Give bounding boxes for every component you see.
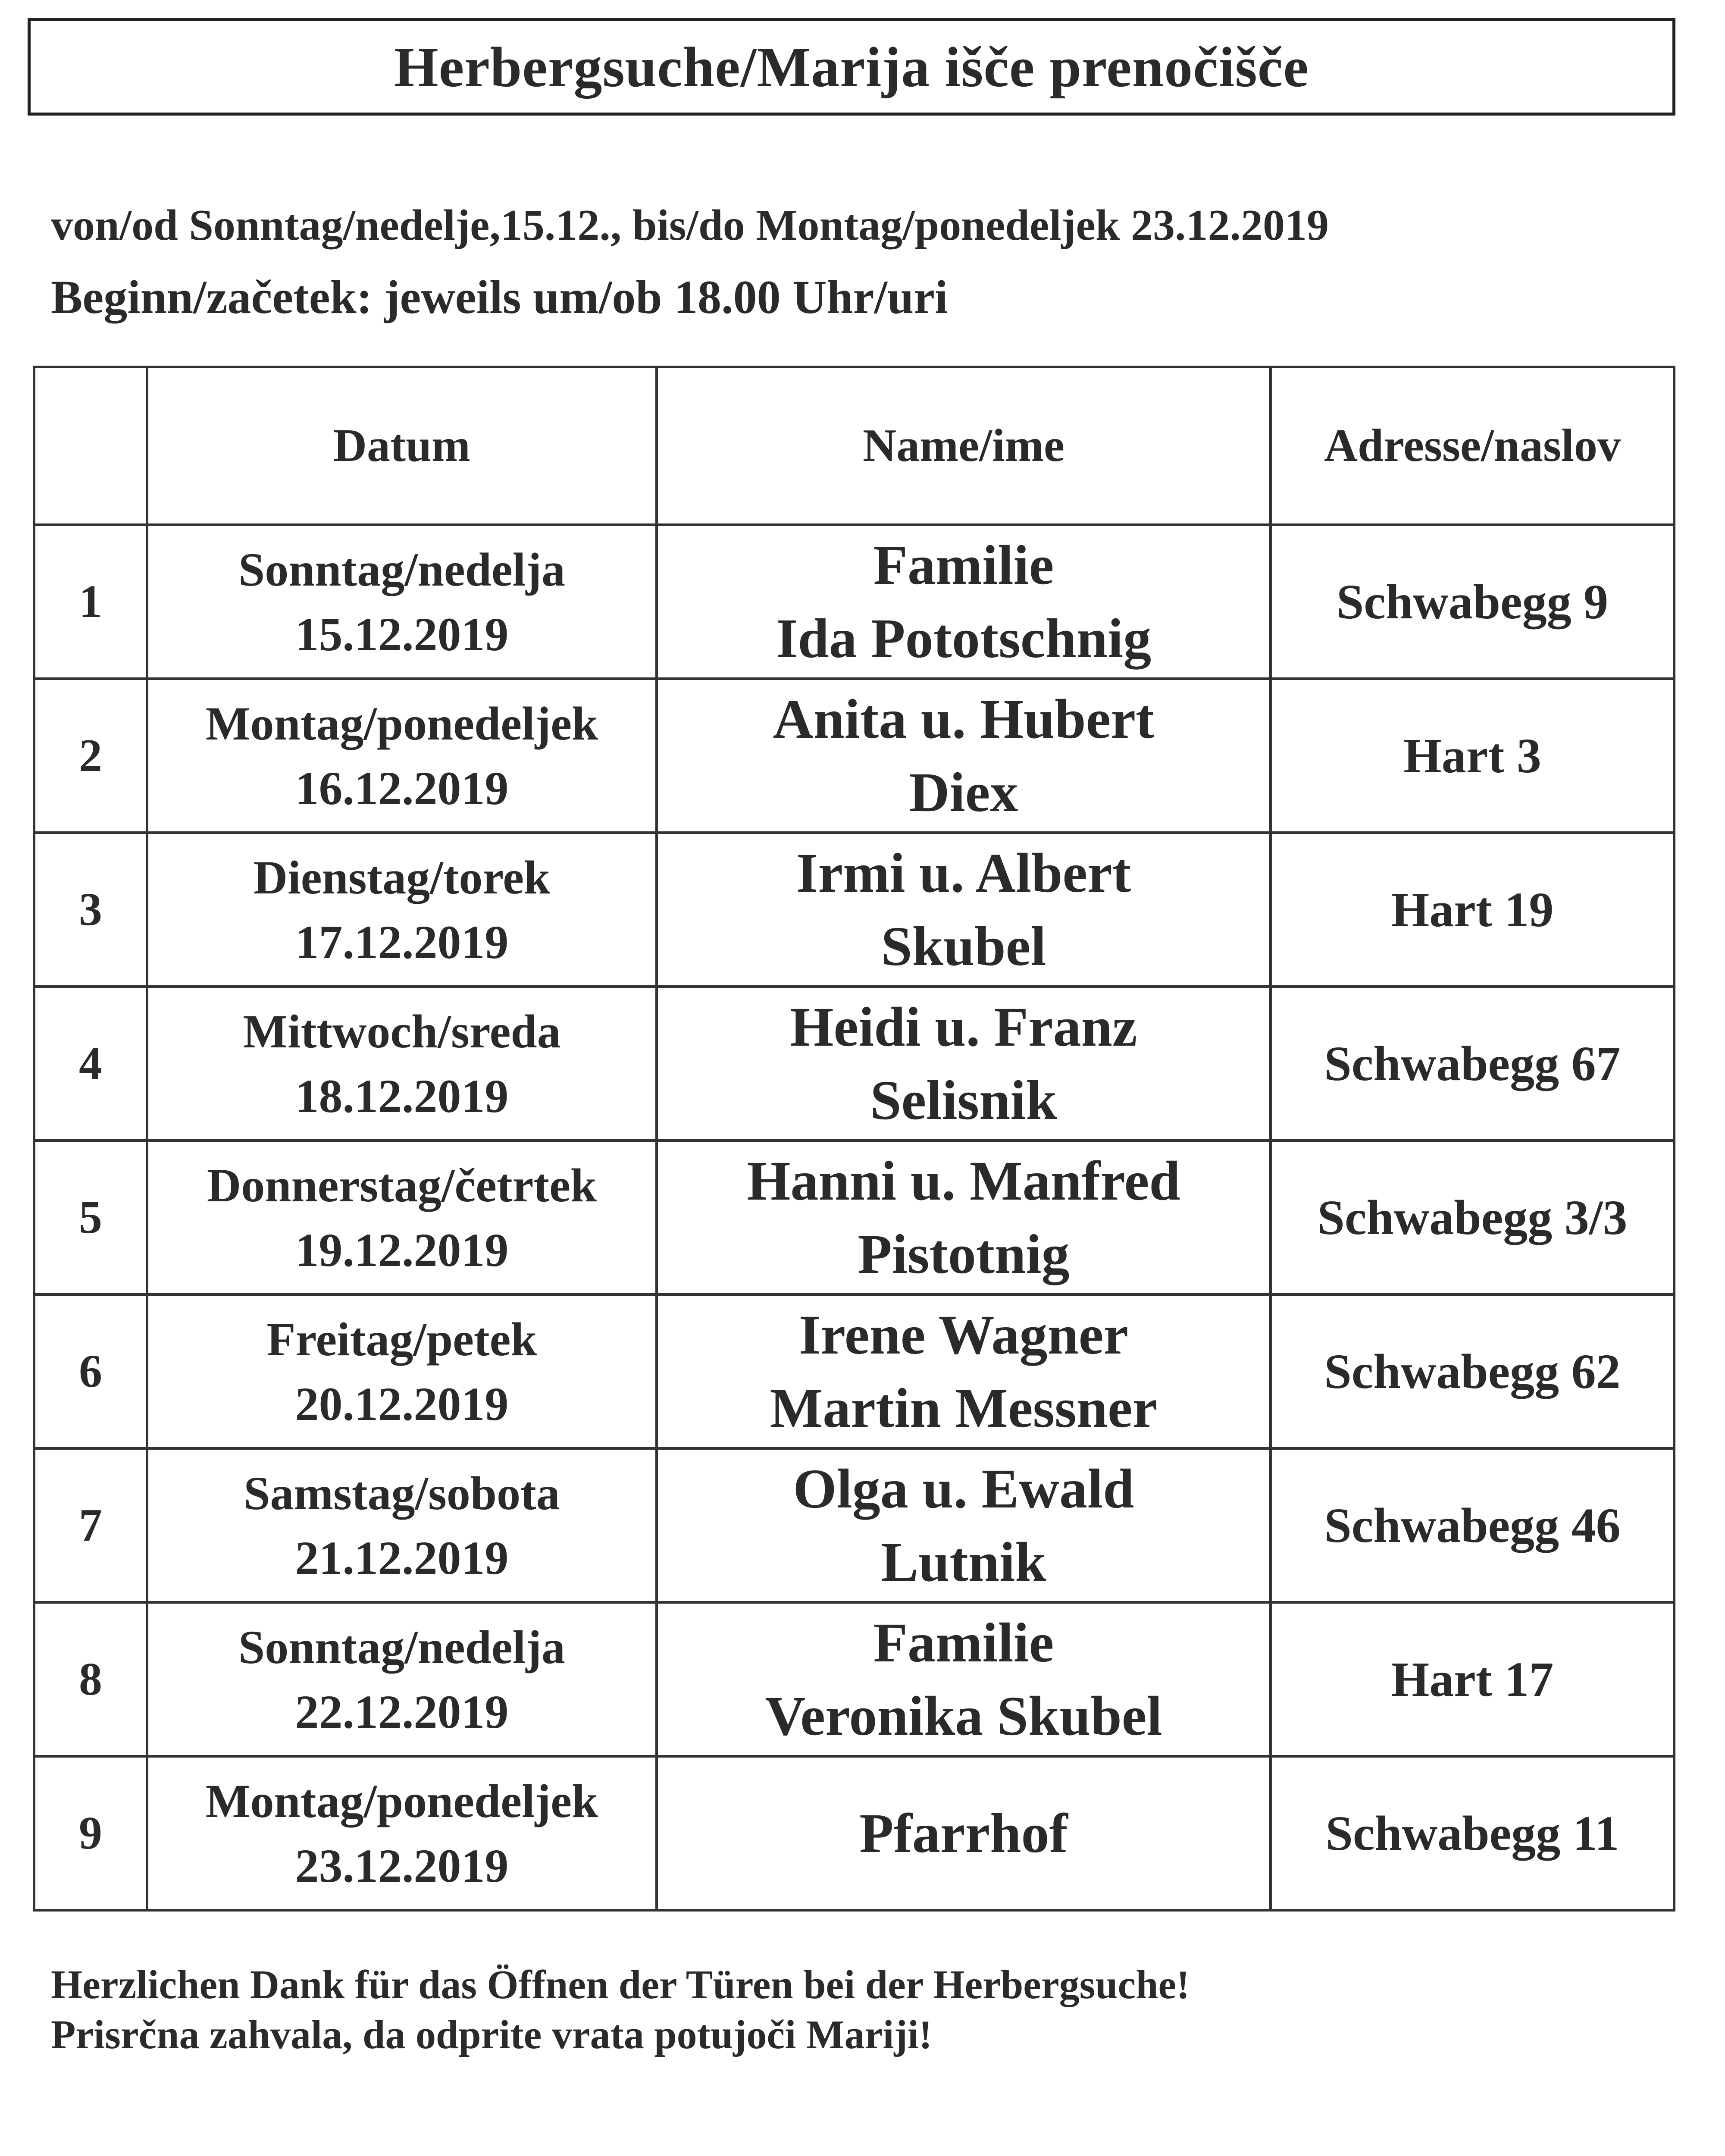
header-date: Datum (147, 367, 657, 525)
header-number (34, 367, 147, 525)
date: 23.12.2019 (295, 1839, 509, 1892)
date: 20.12.2019 (295, 1377, 509, 1430)
name-line-1: Olga u. Ewald (793, 1457, 1134, 1520)
name-cell (657, 1602, 1271, 1756)
weekday: Dienstag/torek (253, 851, 551, 904)
address-cell: Schwabegg 67 (1271, 987, 1674, 1141)
weekday: Samstag/sobota (244, 1467, 560, 1520)
address-cell: Schwabegg 9 (1271, 525, 1674, 679)
address-cell: Hart 3 (1271, 679, 1674, 833)
intro-block (51, 190, 1329, 333)
name-cell (657, 525, 1271, 679)
weekday: Montag/ponedeljek (205, 1774, 598, 1827)
thanks-german: Herzlichen Dank für das Öffnen der Türen bei der Herbergsuche! (51, 1962, 1190, 2007)
weekday: Sonntag/nedelja (238, 1620, 565, 1673)
weekday: Montag/ponedeljek (205, 697, 598, 750)
name-cell (657, 1448, 1271, 1602)
weekday: Freitag/petek (266, 1313, 537, 1366)
row-number: 2 (34, 679, 147, 833)
row-number: 4 (34, 987, 147, 1141)
weekday: Mittwoch/sreda (243, 1005, 561, 1058)
table-row (34, 1756, 1674, 1910)
name-cell (657, 1141, 1271, 1294)
date: 16.12.2019 (295, 761, 509, 815)
date-cell (147, 1141, 657, 1294)
header-name: Name/ime (657, 367, 1271, 525)
row-number: 9 (34, 1756, 147, 1910)
name-cell (657, 1294, 1271, 1448)
table-row (34, 525, 1674, 679)
name-line-1: Heidi u. Franz (790, 996, 1137, 1058)
name-line-1: Irmi u. Albert (796, 842, 1131, 904)
row-number: 5 (34, 1141, 147, 1294)
row-number: 1 (34, 525, 147, 679)
address-cell: Schwabegg 62 (1271, 1294, 1674, 1448)
name-line-1: Pfarrhof (859, 1802, 1068, 1865)
date-cell (147, 1294, 657, 1448)
table-row (34, 1448, 1674, 1602)
name-cell (657, 987, 1271, 1141)
date-cell (147, 1448, 657, 1602)
date-cell (147, 679, 657, 833)
date: 15.12.2019 (295, 608, 509, 661)
address-cell: Schwabegg 3/3 (1271, 1141, 1674, 1294)
weekday: Sonntag/nedelja (238, 543, 565, 596)
date: 18.12.2019 (295, 1069, 509, 1122)
address-cell: Schwabegg 11 (1271, 1756, 1674, 1910)
row-number: 7 (34, 1448, 147, 1602)
table-row (34, 1294, 1674, 1448)
thanks-slovenian: Prisrčna zahvala, da odprite vrata potujoči Mariji! (51, 2012, 933, 2057)
weekday: Donnerstag/četrtek (207, 1159, 597, 1212)
address-cell: Hart 17 (1271, 1602, 1674, 1756)
name-line-1: Hanni u. Manfred (747, 1150, 1180, 1212)
date-cell (147, 987, 657, 1141)
name-line-2: Ida Pototschnig (776, 607, 1152, 670)
date-cell (147, 525, 657, 679)
title-box (28, 18, 1675, 116)
row-number: 3 (34, 833, 147, 987)
table-row (34, 987, 1674, 1141)
date: 19.12.2019 (295, 1223, 509, 1276)
table-row (34, 679, 1674, 833)
date-cell (147, 833, 657, 987)
date: 21.12.2019 (295, 1531, 509, 1584)
schedule-table (33, 366, 1675, 1912)
name-line-1: Familie (873, 534, 1054, 596)
date: 17.12.2019 (295, 915, 509, 968)
name-line-2: Martin Messner (770, 1377, 1158, 1439)
date: 22.12.2019 (295, 1685, 509, 1738)
date-cell (147, 1602, 657, 1756)
name-line-2: Lutnik (881, 1531, 1046, 1593)
name-cell (657, 679, 1271, 833)
row-number: 6 (34, 1294, 147, 1448)
row-number: 8 (34, 1602, 147, 1756)
name-cell (657, 1756, 1271, 1910)
page-title: Herbergsuche/Marija išče prenočišče (394, 35, 1309, 99)
date-cell (147, 1756, 657, 1910)
name-line-2: Skubel (881, 915, 1046, 978)
intro-start-time: Beginn/začetek: jeweils um/ob 18.00 Uhr/uri (51, 271, 948, 323)
name-line-1: Irene Wagner (798, 1304, 1129, 1366)
table-row (34, 1602, 1674, 1756)
name-line-2: Diex (909, 761, 1018, 824)
intro-date-range: von/od Sonntag/nedelje,15.12., bis/do Montag/ponedeljek 23.12.2019 (51, 201, 1329, 250)
table-row (34, 833, 1674, 987)
table-header-row (34, 367, 1674, 525)
header-address: Adresse/naslov (1271, 367, 1674, 525)
name-line-2: Selisnik (870, 1069, 1057, 1131)
name-line-1: Anita u. Hubert (773, 688, 1155, 750)
thanks-block (51, 1960, 1190, 2060)
name-cell (657, 833, 1271, 987)
address-cell: Hart 19 (1271, 833, 1674, 987)
table-row (34, 1141, 1674, 1294)
address-cell: Schwabegg 46 (1271, 1448, 1674, 1602)
name-line-2: Pistotnig (858, 1223, 1070, 1285)
name-line-1: Familie (873, 1611, 1054, 1674)
name-line-2: Veronika Skubel (765, 1685, 1162, 1747)
